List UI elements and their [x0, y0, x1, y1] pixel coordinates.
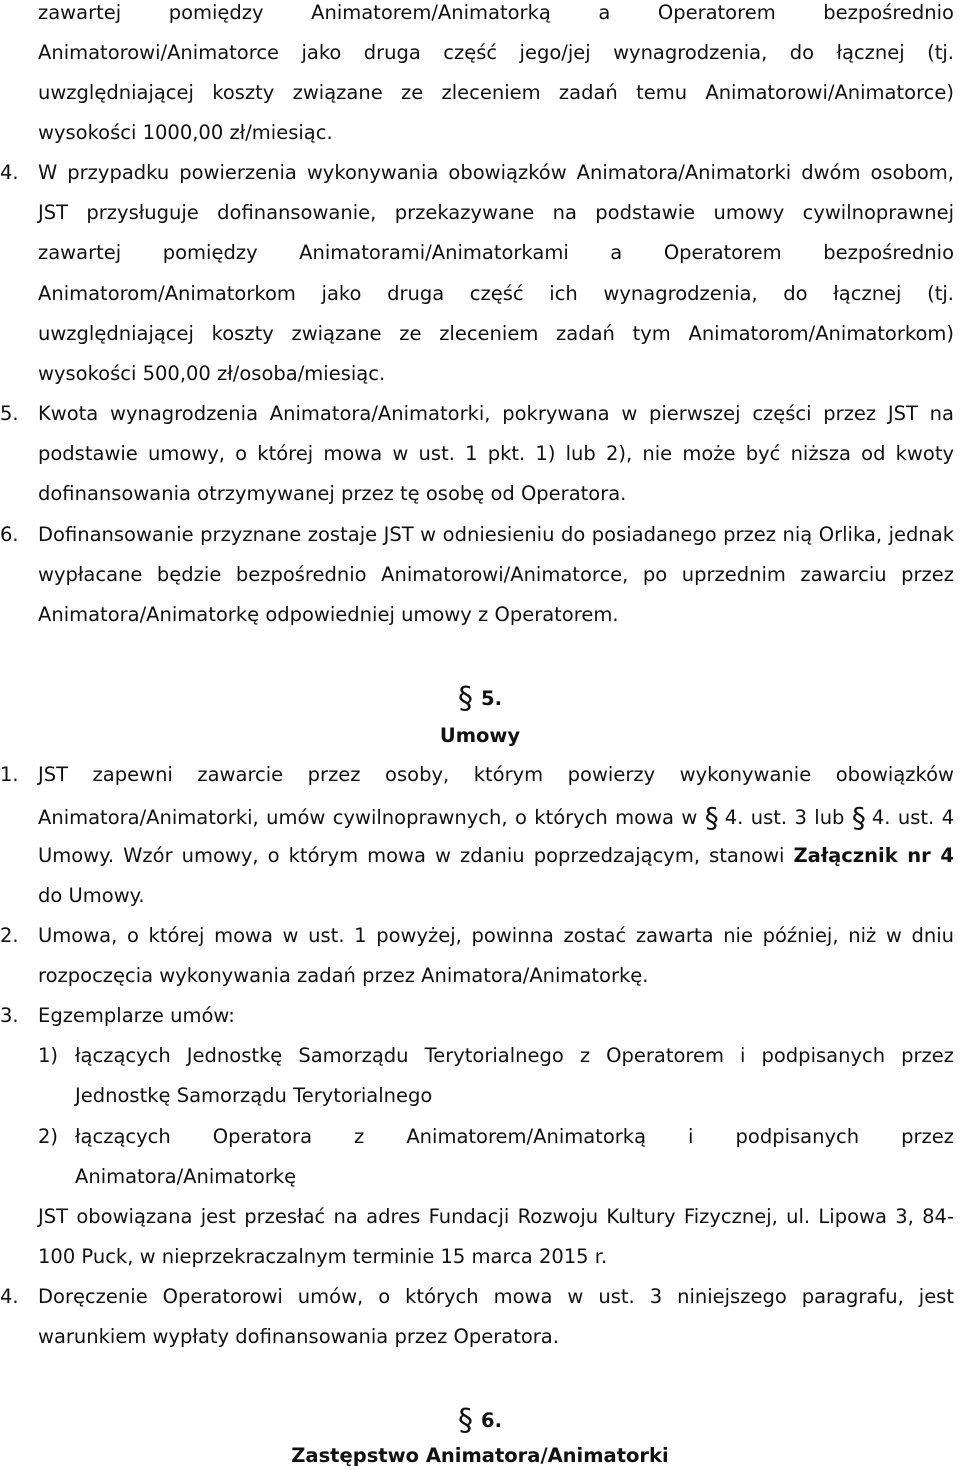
- s5p1-line-1: JST zapewni zawarcie przez osoby, którym powierzy wykonywanie obowiązków: [38, 763, 954, 786]
- para4-line-5: uwzględniającej koszty związane ze zleceniem zadań tym Animatorom/Animatorkom): [38, 322, 954, 345]
- s5p3-item1-line-1: łączących Jednostkę Samorządu Terytorialnego z Operatorem i podpisanych przez: [75, 1044, 954, 1067]
- para4-line-3: zawartej pomiędzy Animatorami/Animatorkami a Operatorem bezpośrednio: [38, 241, 954, 264]
- s5p3-item2-line-1: łączących Operatora z Animatorem/Animatorką i podpisanych przez: [75, 1125, 954, 1148]
- section6-title: Zastępstwo Animatora/Animatorki: [291, 1444, 669, 1467]
- section-symbol: §: [458, 1403, 473, 1438]
- s5p4-number: 4.: [0, 1285, 19, 1308]
- s5p1-line-2-text-b: 4. ust. 3 lub: [724, 806, 845, 829]
- s5p3-text: Egzemplarze umów:: [38, 1004, 235, 1027]
- s5p1-number: 1.: [0, 763, 19, 786]
- para5-line-3: dofinansowania otrzymywanej przez tę osobę od Operatora.: [38, 482, 627, 505]
- s5p3-after-line-2: 100 Puck, w nieprzekraczalnym terminie 15 marca 2015 r.: [38, 1245, 608, 1268]
- para6-line-1: Dofinansowanie przyznane zostaje JST w odniesieniu do posiadanego przez nią Orlika, jednak: [38, 523, 954, 546]
- s5p4-line-2: warunkiem wypłaty dofinansowania przez Operatora.: [38, 1325, 559, 1348]
- para3-line-2: Animatorowi/Animatorce jako druga część jego/jej wynagrodzenia, do łącznej (tj.: [38, 41, 954, 64]
- section-symbol: §: [458, 681, 473, 716]
- s5p1-line-3: [38, 843, 954, 869]
- s5p3-item2-line-2: Animatora/Animatorkę: [75, 1165, 297, 1188]
- para5-line-1: Kwota wynagrodzenia Animatora/Animatorki, pokrywana w pierwszej części przez JST na: [38, 402, 954, 425]
- para6-number: 6.: [0, 523, 19, 546]
- s5p2-line-1: Umowa, o której mowa w ust. 1 powyżej, powinna zostać zawarta nie później, niż w dniu: [38, 924, 954, 947]
- s5p1-line-4: do Umowy.: [38, 884, 145, 907]
- s5p2-line-2: rozpoczęcia wykonywania zadań przez Animatora/Animatorkę.: [38, 964, 649, 987]
- s5p4-line-1: Doręczenie Operatorowi umów, o których mowa w ust. 3 niniejszego paragrafu, jest: [38, 1285, 954, 1308]
- section5-title: Umowy: [439, 724, 521, 747]
- s5p3-item2-number: 2): [38, 1125, 59, 1148]
- s5p3-item1-line-2: Jednostkę Samorządu Terytorialnego: [75, 1084, 433, 1107]
- s5p1-line-2-text-c: 4. ust. 4: [871, 806, 954, 829]
- para4-line-4: Animatorom/Animatorkom jako druga część ich wynagrodzenia, do łącznej (tj.: [38, 282, 954, 305]
- s5p1-line-3-text: Umowy. Wzór umowy, o którym mowa w zdaniu poprzedzającym, stanowi: [38, 844, 785, 867]
- section5-number: 5.: [481, 687, 502, 710]
- para4-number: 4.: [0, 161, 19, 184]
- para3-line-3: uwzględniającej koszty związane ze zleceniem zadań temu Animatorowi/Animatorce): [38, 81, 954, 104]
- para5-number: 5.: [0, 402, 19, 425]
- attachment-reference: Załącznik nr 4: [793, 844, 954, 867]
- section-symbol: §: [704, 801, 719, 834]
- s5p3-number: 3.: [0, 1004, 19, 1027]
- para4-line-2: JST przysługuje dofinansowanie, przekazywane na podstawie umowy cywilnoprawnej: [38, 201, 954, 224]
- para6-line-2: wypłacane będzie bezpośrednio Animatorowi/Animatorce, po uprzednim zawarciu przez: [38, 563, 954, 586]
- s5p2-number: 2.: [0, 924, 19, 947]
- s5p1-line-2: [38, 801, 954, 834]
- section6-number: 6.: [481, 1409, 502, 1432]
- para6-line-3: Animatora/Animatorkę odpowiedniej umowy z Operatorem.: [38, 603, 619, 626]
- s5p1-line-2-text-a: Animatora/Animatorki, umów cywilnoprawnych, o których mowa w: [38, 806, 698, 829]
- para4-line-6: wysokości 500,00 zł/osoba/miesiąc.: [38, 362, 386, 385]
- section-symbol: §: [851, 801, 866, 834]
- section5-heading: [0, 681, 960, 716]
- s5p3-item1-number: 1): [38, 1044, 59, 1067]
- para3-line-1: zawartej pomiędzy Animatorem/Animatorką a Operatorem bezpośrednio: [38, 1, 954, 24]
- s5p3-after-line-1: JST obowiązana jest przesłać na adres Fundacji Rozwoju Kultury Fizycznej, ul. Lipowa 3, 84-: [38, 1205, 954, 1228]
- para5-line-2: podstawie umowy, o której mowa w ust. 1 pkt. 1) lub 2), nie może być niższa od kwoty: [38, 442, 954, 465]
- para4-line-1: W przypadku powierzenia wykonywania obowiązków Animatora/Animatorki dwóm osobom,: [38, 161, 954, 184]
- section6-heading: [0, 1403, 960, 1438]
- para3-line-4: wysokości 1000,00 zł/miesiąc.: [38, 121, 333, 144]
